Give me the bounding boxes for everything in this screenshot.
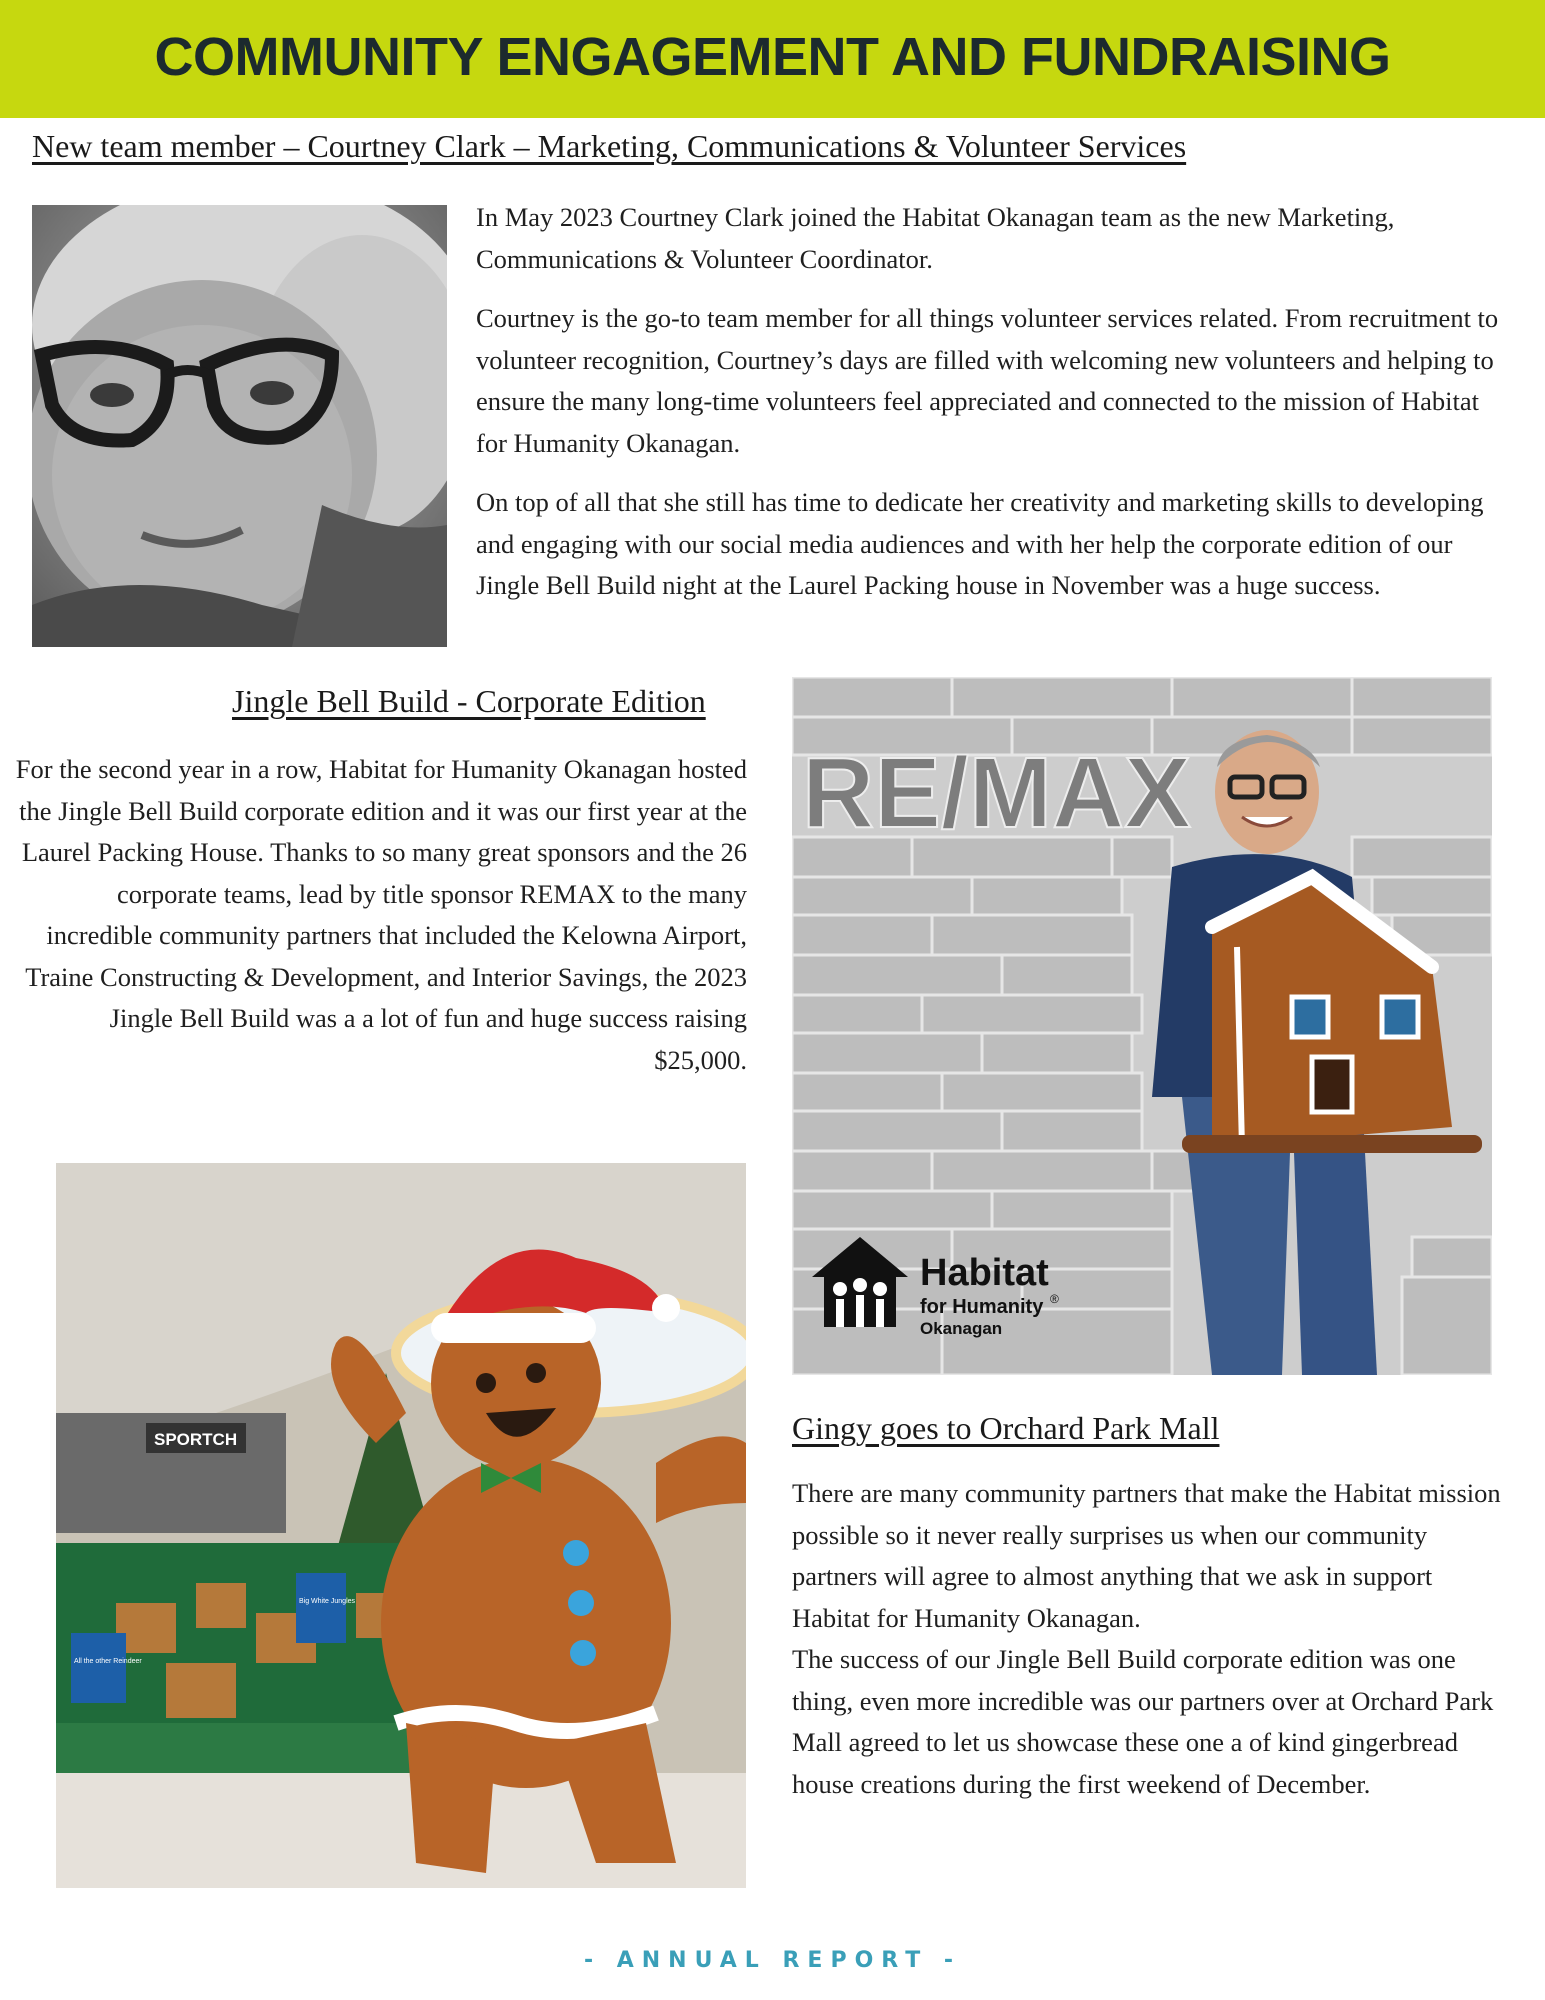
courtney-portrait-photo (32, 205, 447, 647)
jingle-bell-heading: Jingle Bell Build - Corporate Edition (232, 683, 706, 719)
habitat-logo-reg: ® (1050, 1292, 1059, 1306)
footer-label: - ANNUAL REPORT - (583, 1948, 962, 1973)
remax-photo (792, 677, 1492, 1375)
new-member-paragraph: On top of all that she still has time to dedicate her creativity and marketing skills to developing and engaging with our social media audiences and with her help the corporate edition of our Jingle Bell Build night at the Laurel Packing house in November was a huge success. (476, 487, 1484, 600)
new-member-paragraph: In May 2023 Courtney Clark joined the Habitat Okanagan team as the new Marketing, Communications & Volunteer Coordinator. (476, 202, 1395, 274)
header-banner (0, 0, 1545, 118)
habitat-logo-text: Habitat (920, 1252, 1049, 1294)
new-member-paragraph: Courtney is the go-to team member for all things volunteer services related. From recruitment to volunteer recognition, Courtney’s days are filled with welcoming new volunteers and helping to ensure the many long-time volunteers feel appreciated and connected to the mission of Habitat for Humanity Okanagan. (476, 303, 1499, 458)
remax-sign-text: RE/MAX (802, 737, 1191, 849)
gingy-paragraph: There are many community partners that make the Habitat mission possible so it never really surprises us when our community partners will agree to almost anything that we ask in support Habitat for Humanity Okanagan. (792, 1478, 1501, 1633)
habitat-logo-sub: for Humanity (920, 1296, 1044, 1318)
jingle-bell-text: For the second year in a row, Habitat for Humanity Okanagan hosted the Jingle Bell Build corporate edition and it was our first year at the Laurel Packing House. Thanks to so many great sponsors and the 26 corporate teams, lead by title sponsor REMAX to the many incredible community partners that included the Kelowna Airport, Traine Constructing & Development, and Interior Savings, the 2023 Jingle Bell Build was a a lot of fun and huge success raising $25,000. (15, 754, 747, 1075)
gingy-heading: Gingy goes to Orchard Park Mall (792, 1410, 1220, 1446)
mall-gingy-photo (56, 1163, 746, 1888)
habitat-logo-place: Okanagan (920, 1319, 1003, 1338)
page-title: COMMUNITY ENGAGEMENT AND FUNDRAISING (154, 27, 1391, 87)
store-sign-text: SPORTCH (154, 1430, 238, 1449)
card-text-1: All the other Reindeer (74, 1658, 142, 1665)
gingy-paragraph: The success of our Jingle Bell Build corporate edition was one thing, even more incredible was our partners over at Orchard Park Mall agreed to let us showcase these one a of kind gingerbread house creations during the first weekend of December. (792, 1644, 1494, 1799)
gingy-text (792, 1473, 1512, 1805)
new-member-heading: New team member – Courtney Clark – Marketing, Communications & Volunteer Services (32, 128, 1187, 164)
new-member-text (476, 197, 1516, 625)
card-text-2: Big White Jungles (299, 1598, 356, 1605)
